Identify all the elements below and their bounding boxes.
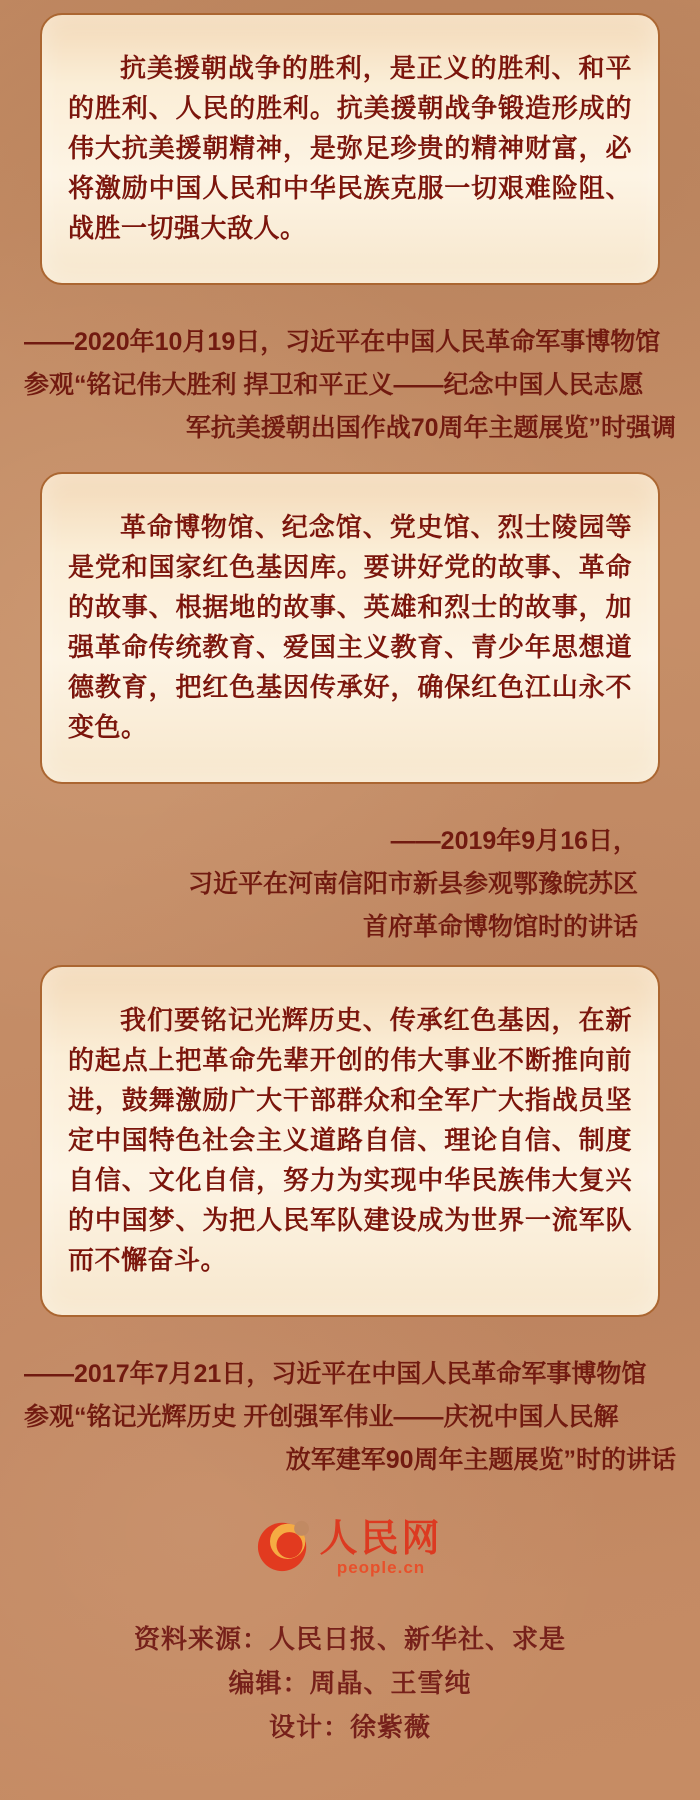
quote-card-3 xyxy=(40,965,660,1317)
attribution-2 xyxy=(0,820,700,949)
attribution-2-line-2: 习近平在河南信阳市新县参观鄂豫皖苏区 xyxy=(187,870,638,898)
attribution-3-line-3: 放军建军90周年主题展览”时的讲话 xyxy=(285,1446,676,1474)
credits-source: 资料来源：人民日报、新华社、求是 xyxy=(133,1624,566,1654)
people-cn-logo xyxy=(0,1520,700,1577)
logo-name-en: people.cn xyxy=(336,1558,426,1577)
attribution-1-line-2: 参观“铭记伟大胜利 捍卫和平正义——纪念中国人民志愿 xyxy=(24,371,644,399)
quote-text-2: 革命博物馆、纪念馆、党史馆、烈士陵园等是党和国家红色基因库。要讲好党的故事、革命的故事、根据地的故事、英雄和烈士的故事，加强革命传统教育、爱国主义教育、青少年思想道德教育，把红色基因传承好，确保红色江山永不变色。 xyxy=(68,513,632,742)
quote-text-3: 我们要铭记光辉历史、传承红色基因，在新的起点上把革命先辈开创的伟大事业不断推向前进，鼓舞激励广大干部群众和全军广大指战员坚定中国特色社会主义道路自信、理论自信、制度自信、文化自信，努力为实现中华民族伟大复兴的中国梦、为把人民军队建设成为世界一流军队而不懈奋斗。 xyxy=(68,1006,632,1275)
attribution-3-line-1: ——2017年7月21日，习近平在中国人民革命军事博物馆 xyxy=(24,1360,647,1388)
attribution-1-line-3: 军抗美援朝出国作战70周年主题展览”时强调 xyxy=(185,414,676,442)
attribution-1-line-1: ——2020年10月19日，习近平在中国人民革命军事博物馆 xyxy=(24,328,661,356)
logo-name-cn: 人民网 xyxy=(319,1518,443,1560)
credits-block xyxy=(0,1617,700,1749)
quote-card-2 xyxy=(40,472,660,784)
attribution-2-line-3: 首府革命博物馆时的讲话 xyxy=(362,913,638,941)
attribution-3 xyxy=(0,1353,700,1482)
attribution-3-line-2: 参观“铭记光辉历史 开创强军伟业——庆祝中国人民解 xyxy=(24,1403,619,1431)
quote-text-1: 抗美援朝战争的胜利，是正义的胜利、和平的胜利、人民的胜利。抗美援朝战争锻造形成的伟大抗美援朝精神，是弥足珍贵的精神财富，必将激励中国人民和中华民族克服一切艰难险阻、战胜一切强大敌人。 xyxy=(68,54,632,243)
credits-designer: 设计：徐紫薇 xyxy=(268,1712,431,1742)
people-cn-logo-text xyxy=(319,1520,442,1577)
attribution-2-line-1: ——2019年9月16日， xyxy=(390,827,638,855)
people-cn-logo-icon xyxy=(257,1520,309,1572)
credits-editor: 编辑：周晶、王雪纯 xyxy=(228,1668,472,1698)
attribution-1 xyxy=(0,321,700,450)
quote-card-1 xyxy=(40,13,660,285)
